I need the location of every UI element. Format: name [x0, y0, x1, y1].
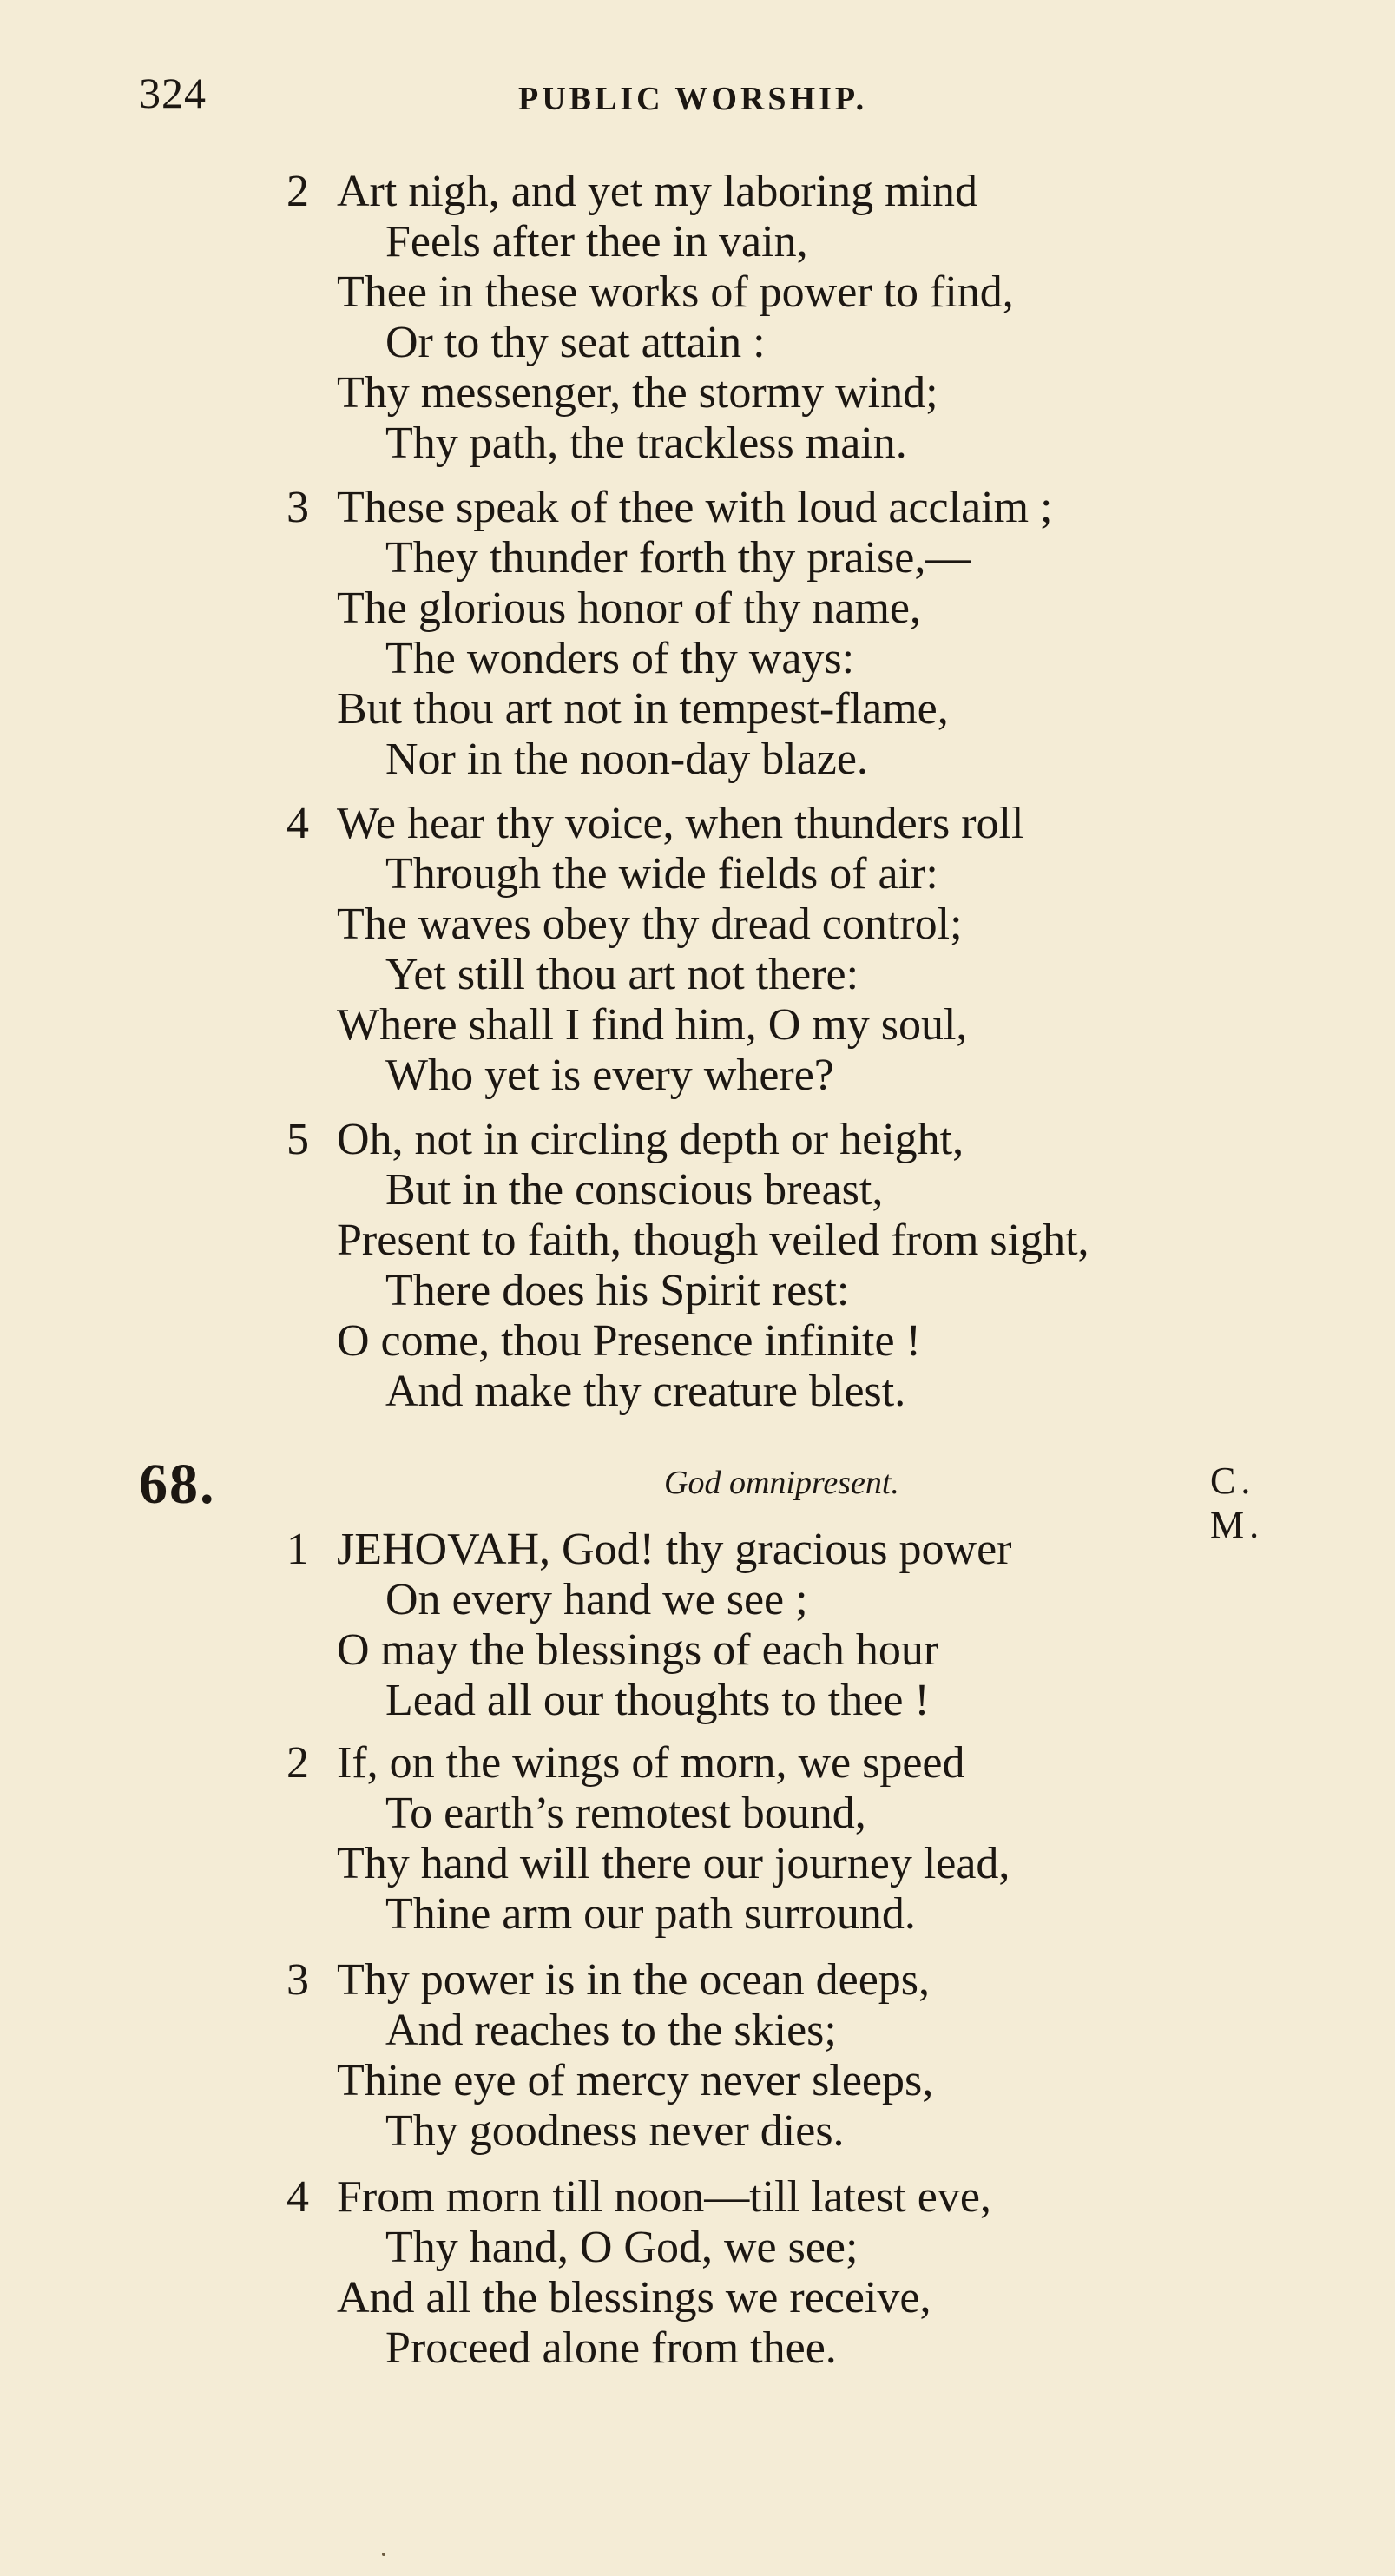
page-number: 324	[139, 69, 207, 117]
hymn-line: Proceed alone from thee.	[385, 2323, 837, 2373]
hymn-line: Who yet is every where?	[385, 1051, 834, 1100]
hymn-line: From morn till noon—till latest eve,	[337, 2172, 991, 2222]
stanza-number: 5	[286, 1115, 309, 1164]
hymn-line: Or to thy seat attain :	[385, 318, 766, 367]
hymn-line: Thy hand will there our journey lead,	[337, 1839, 1010, 1888]
print-speck	[382, 2553, 385, 2556]
hymn-line: And reaches to the skies;	[385, 2006, 837, 2055]
hymn-line: Where shall I find him, O my soul,	[337, 1000, 968, 1050]
hymn-line: Present to faith, though veiled from sight,	[337, 1216, 1089, 1265]
hymn-line: These speak of thee with loud acclaim ;	[337, 483, 1053, 532]
hymn-line: The wonders of thy ways:	[385, 634, 855, 683]
hymn-line: But thou art not in tempest-flame,	[337, 684, 949, 734]
page-header	[139, 68, 1302, 120]
stanza-number: 3	[286, 1955, 309, 2005]
hymn-line: Art nigh, and yet my laboring mind	[337, 167, 978, 216]
hymn-line: Nor in the noon-day blaze.	[385, 735, 868, 784]
stanza-number: 2	[286, 167, 309, 216]
hymn-line: Thy goodness never dies.	[385, 2106, 845, 2156]
hymn-line: Yet still thou art not there:	[385, 950, 859, 999]
hymn-line: Through the wide fields of air:	[385, 849, 938, 899]
hymn-line: Feels after thee in vain,	[385, 217, 808, 267]
running-head: PUBLIC WORSHIP.	[518, 81, 868, 117]
stanza-number: 3	[286, 483, 309, 532]
hymn-meter: C. M.	[1210, 1459, 1265, 1546]
hymn-line: There does his Spirit rest:	[385, 1266, 850, 1315]
hymn-number: 68.	[139, 1453, 216, 1516]
hymn-title: God omnipresent.	[664, 1465, 899, 1501]
hymn-line: The waves obey thy dread control;	[337, 899, 963, 949]
hymn-line: We hear thy voice, when thunders roll	[337, 799, 1024, 848]
hymn-line: But in the conscious breast,	[385, 1165, 884, 1215]
stanza-number: 2	[286, 1738, 309, 1788]
hymn-line: Thy hand, O God, we see;	[385, 2223, 859, 2272]
stanza-number: 4	[286, 799, 309, 848]
hymn-line: Lead all our thoughts to thee !	[385, 1676, 930, 1725]
hymn-line: Thine eye of mercy never sleeps,	[337, 2056, 934, 2105]
hymn-line: JEHOVAH, God! thy gracious power	[337, 1525, 1012, 1574]
hymn-line: O may the blessings of each hour	[337, 1625, 939, 1675]
hymn-line: The glorious honor of thy name,	[337, 583, 921, 633]
stanza-number: 4	[286, 2172, 309, 2222]
hymn-line: And all the blessings we receive,	[337, 2273, 931, 2322]
hymn-heading	[139, 1452, 1319, 1546]
hymn-line: On every hand we see ;	[385, 1575, 808, 1624]
hymn-line: They thunder forth thy praise,—	[385, 533, 971, 583]
hymn-line: Thy messenger, the stormy wind;	[337, 368, 938, 418]
hymn-line: O come, thou Presence infinite !	[337, 1316, 921, 1366]
hymn-line: Oh, not in circling depth or height,	[337, 1115, 964, 1164]
hymn-line: To earth’s remotest bound,	[385, 1789, 866, 1838]
hymn-line: Thine arm our path surround.	[385, 1889, 916, 1939]
hymn-line: Thy power is in the ocean deeps,	[337, 1955, 931, 2005]
hymn-line: And make thy creature blest.	[385, 1367, 906, 1416]
hymn-line: Thy path, the trackless main.	[385, 418, 907, 468]
hymn-line: Thee in these works of power to find,	[337, 267, 1014, 317]
stanza-number: 1	[286, 1525, 309, 1574]
hymn-line: If, on the wings of morn, we speed	[337, 1738, 965, 1788]
